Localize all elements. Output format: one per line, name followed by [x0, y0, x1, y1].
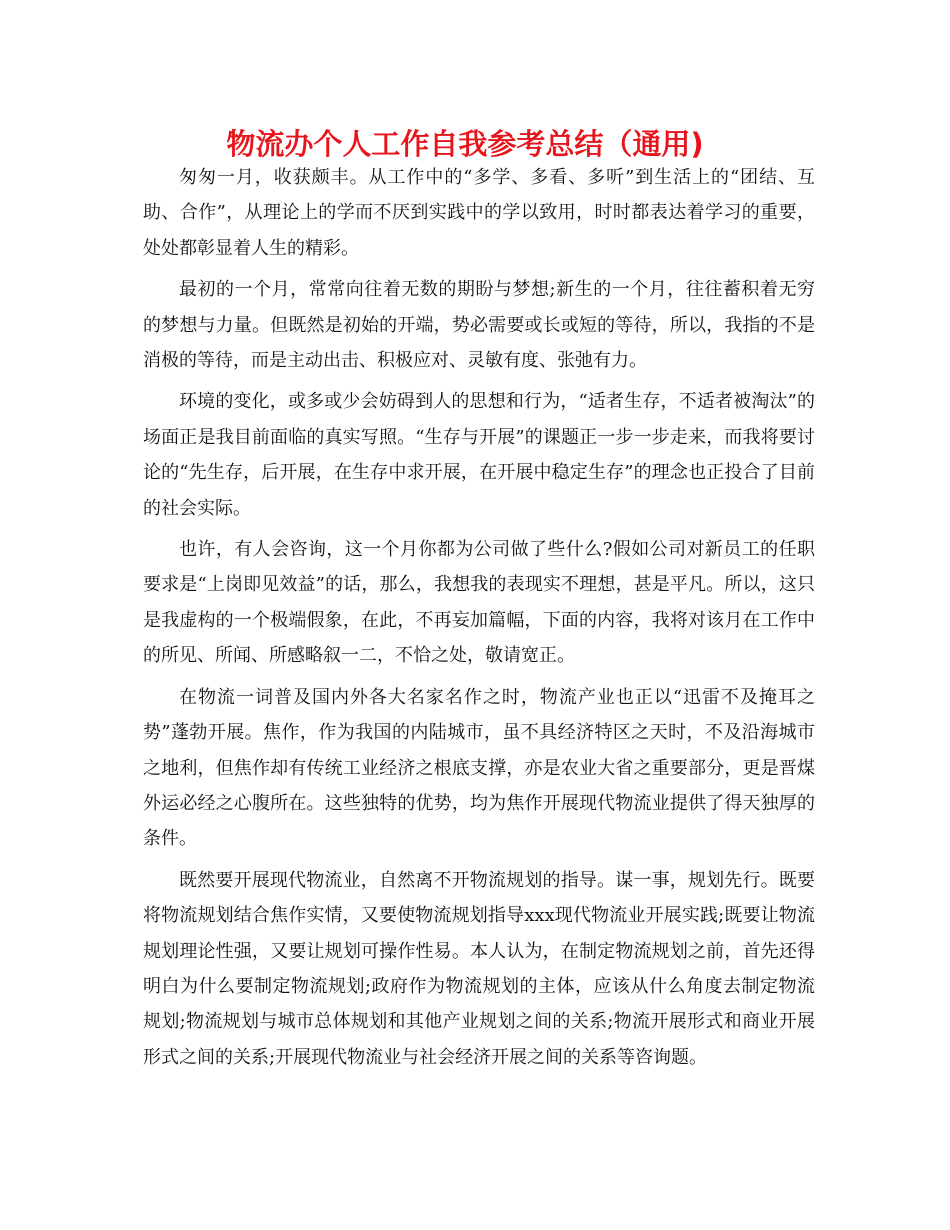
paragraph-1: 匆匆一月，收获颇丰。从工作中的“多学、多看、多听”到生活上的“团结、互助、合作”，从理论上的学而不厌到实践中的学以致用，时时都表达着学习的重要，处处都彰显着人生的精彩。 [143, 167, 815, 259]
paragraph-2: 最初的一个月，常常向往着无数的期盼与梦想;新生的一个月，往往蓄积着无穷的梦想与力量。但既然是初始的开端，势必需要或长或短的等待，所以，我指的不是消极的等待，而是主动出击、积极应对、灵敏有度、张弛有力。 [143, 279, 815, 372]
paragraph-6: 既然要开展现代物流业，自然离不开物流规划的指导。谋一事，规划先行。既要将物流规划结合焦作实情，又要使物流规划指导xxx现代物流业开展实践;既要让物流规划理论性强，又要让规划可操作性易。本人认为，在制定物流规划之前，首先还得明白为什么要制定物流规划;政府作为物流规划的主体，应该从什么角度去制定物流规划;物流规划与城市总体规划和其他产业规划之间的关系;物流开展形式和商业开展形式之间的关系;开展现代物流业与社会经济开展之间的关系等咨询题。 [143, 869, 815, 1068]
document-title: 物流办个人工作自我参考总结（通用) [226, 127, 704, 161]
paragraph-5: 在物流一词普及国内外各大名家名作之时，物流产业也正以“迅雷不及掩耳之势”蓬勃开展。焦作，作为我国的内陆城市，虽不具经济特区之天时，不及沿海城市之地利，但焦作却有传统工业经济之根底支撑，亦是农业大省之重要部分，更是晋煤外运必经之心腹所在。这些独特的优势，均为焦作开展现代物流业提供了得天独厚的条件。 [143, 686, 815, 850]
paragraph-3: 环境的变化，或多或少会妨碍到人的思想和行为，“适者生存，不适者被淘汰”的场面正是我目前面临的真实写照。“生存与开展”的课题正一步一步走来，而我将要讨论的“先生存，后开展，在生存中求开展，在开展中稳定生存”的理念也正投合了目前的社会实际。 [143, 391, 815, 519]
document-body [143, 160, 815, 1081]
paragraph-4: 也许，有人会咨询，这一个月你都为公司做了些什么?假如公司对新员工的任职要求是“上岗即见效益”的话，那么，我想我的表现实不理想，甚是平凡。所以，这只是我虚构的一个极端假象，在此，不再妄加篇幅，下面的内容，我将对该月在工作中的所见、所闻、所感略叙一二，不恰之处，敬请宽正。 [143, 539, 815, 667]
